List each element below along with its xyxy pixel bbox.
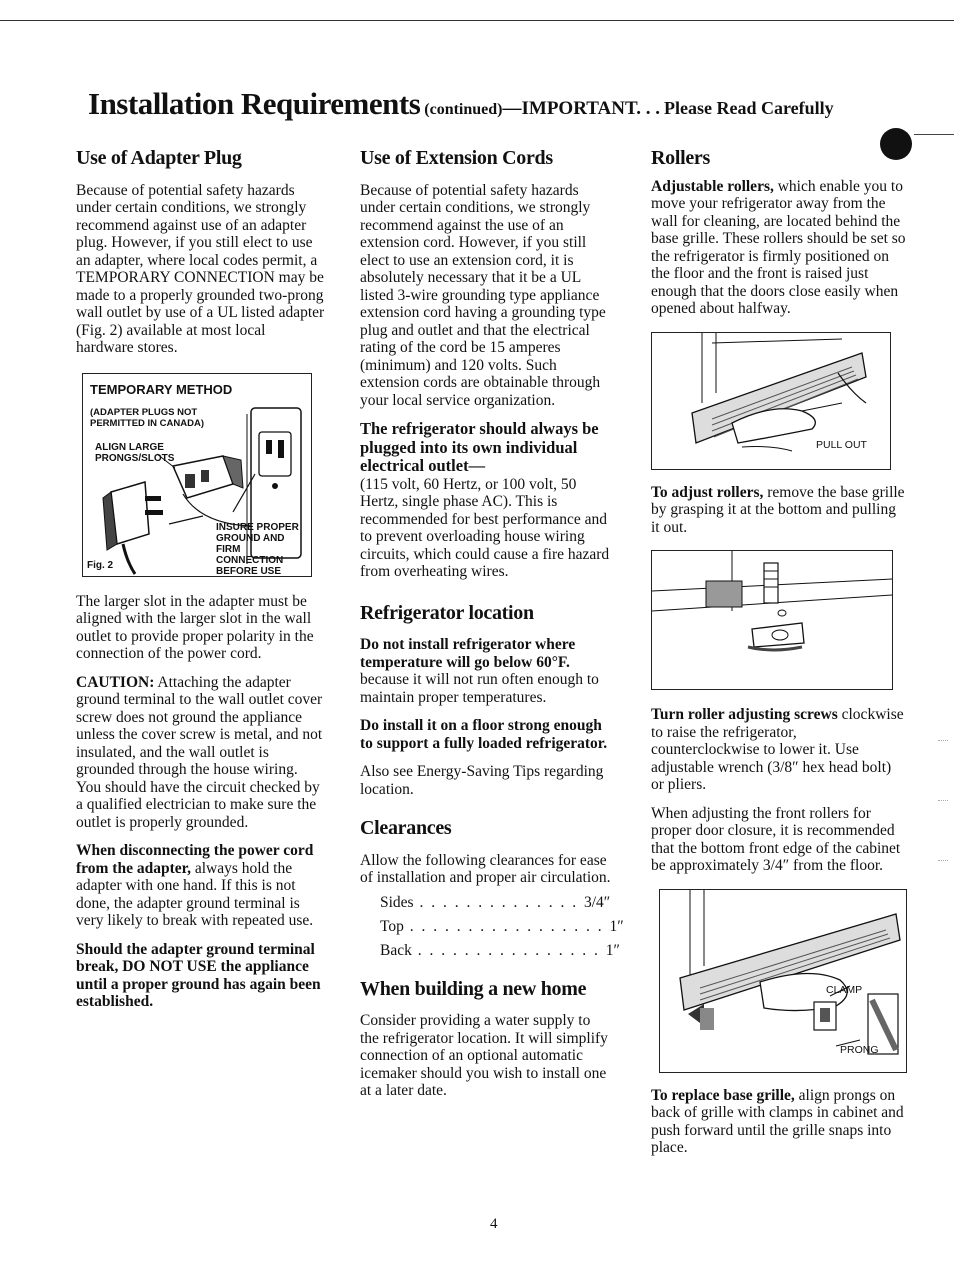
- final-warning: Should the adapter ground terminal break, DO NOT USE the appliance until a proper ground has again been established.: [76, 940, 321, 1010]
- heading-refrigerator-location: Refrigerator location: [360, 601, 534, 624]
- rollers-lead: Adjustable rollers,: [651, 177, 774, 195]
- figure-align-label: ALIGN LARGE PRONGS/SLOTS: [95, 441, 175, 464]
- edge-mark: [938, 740, 948, 741]
- prong-label: PRONG: [840, 1043, 879, 1056]
- replace-text: align prongs on back of grille with clamps in cabinet and push forward until the grille snaps into place.: [651, 1086, 904, 1156]
- adjust-lead: To adjust rollers,: [651, 483, 764, 501]
- adjust-text: remove the base grille by grasping it at the bottom and pulling it out.: [651, 483, 905, 536]
- heading-rollers: Rollers: [651, 147, 710, 169]
- column-adapter-plug: [76, 147, 326, 1022]
- location-paragraph-1: [360, 636, 612, 706]
- rollers-intro: [651, 178, 907, 318]
- roller-screw-drawing: [652, 551, 892, 689]
- turn-paragraph: [651, 706, 907, 794]
- replace-lead: To replace base grille,: [651, 1086, 795, 1104]
- turn-text: clockwise to raise the refrigerator, counterclockwise to lower it. Use adjustable wrench (3/8″ hex head bolt) or pliers.: [651, 706, 904, 793]
- edge-mark: [938, 860, 948, 861]
- figure-canada-note: (ADAPTER PLUGS NOT PERMITTED IN CANADA): [90, 406, 204, 429]
- front-rollers-text: When adjusting the front rollers for proper door closure, it is recommended that the bottom front edge of the cabinet be approximately 3/4″ from the floor.: [651, 804, 901, 874]
- caution-lead: CAUTION:: [76, 673, 155, 691]
- replace-grille-illustration: [659, 889, 907, 1073]
- column-rollers: [651, 147, 907, 1168]
- edge-mark: [938, 800, 948, 801]
- disconnect-lead: When disconnecting the power cord from the adapter,: [76, 842, 314, 877]
- clamp-label: CLAMP: [826, 983, 863, 996]
- disconnect-paragraph: [76, 842, 326, 930]
- adapter-polarity: The larger slot in the adapter must be aligned with the larger slot in the wall outlet to provide proper polarity in the connection of the power cord.: [76, 592, 314, 662]
- bullet-rule: [914, 134, 954, 135]
- rollers-text: which enable you to move your refrigerator away from the wall for cleaning, are located behind the base grille. These rollers should be set so the refrigerator is firmly positioned on the floor and the front is raised just enough that the doors close easily when opened about halfway.: [651, 177, 906, 317]
- figure-temporary-method: [82, 373, 312, 577]
- clearance-row-sides: Sides . . . . . . . . . . . . . . 3/4″: [380, 893, 611, 911]
- heading-adapter-plug: Use of Adapter Plug: [76, 147, 242, 169]
- outlet-text: (115 volt, 60 Hertz, or 100 volt, 50 Hertz, single phase AC). This is recommended for best performance and to prevent overloading house wiring circuits, which could cause a fire hazard from overheating wires.: [360, 475, 610, 580]
- figure-insure-label: INSURE PROPER GROUND AND FIRM CONNECTION BEFORE USE: [216, 521, 299, 577]
- turn-lead: Turn roller adjusting screws: [651, 706, 838, 723]
- caution-text: Attaching the adapter ground terminal to the wall outlet cover screw does not ground the appliance unless the cover screw is metal, and not insulated, and the wall outlet is grounded through the house wiring. You should have the circuit checked by a qualified electrician to make sure the outlet is properly grounded.: [76, 673, 323, 831]
- new-home-text: Consider providing a water supply to the refrigerator location. It will simplify connection of an optional automatic icemaker should you wish to install one at a later date.: [360, 1012, 608, 1099]
- outlet-lead: The refrigerator should always be plugged into its own individual electrical outlet—: [360, 419, 599, 475]
- clearance-row-top: Top . . . . . . . . . . . . . . . . . 1″: [380, 917, 624, 935]
- pull-out-illustration: [651, 332, 891, 470]
- figure-title: TEMPORARY METHOD: [90, 381, 233, 397]
- heading-new-home: When building a new home: [360, 977, 587, 1000]
- top-rule: [0, 20, 954, 21]
- roller-screw-illustration: [651, 550, 893, 690]
- title-main: Installation Requirements: [88, 86, 421, 121]
- clearance-row-back: Back . . . . . . . . . . . . . . . . 1″: [380, 941, 620, 959]
- location-paragraph-3: Also see Energy-Saving Tips regarding location.: [360, 763, 604, 798]
- outlet-paragraph: [360, 420, 612, 581]
- adapter-intro: Because of potential safety hazards under certain conditions, we strongly recommend against use of an adapter plug. However, if you still elect to use an adapter, where local codes permit, a TEMPORARY CONNECTION may be made to a properly grounded two-prong wall outlet by use of a UL listed adapter (Fig. 2) available at most local hardware stores.: [76, 181, 325, 356]
- location-text-1: because it will not run often enough to maintain proper temperatures.: [360, 671, 599, 706]
- column-extension-cords: [360, 147, 624, 1111]
- heading-extension-cords: Use of Extension Cords: [360, 147, 553, 169]
- extension-intro: Because of potential safety hazards under certain conditions, we strongly recommend against the use of an extension cord. However, if you still elect to use an extension cord, it is absolutely necessary that it be a UL listed 3-wire grounding type appliance extension cord having a grounding type plug and outlet and that the electrical rating of the cord be 15 amperes (minimum) and 120 volts. Such extension cords are obtainable through your local service organization.: [360, 181, 606, 409]
- disconnect-text: always hold the adapter with one hand. If this is not done, the adapter ground terminal is very likely to break with repeated use.: [76, 859, 314, 929]
- pull-out-label: PULL OUT: [816, 438, 867, 451]
- location-paragraph-2: Do install it on a floor strong enough to support a fully loaded refrigerator.: [360, 717, 608, 752]
- title-continued: (continued): [424, 101, 503, 118]
- figure-number: Fig. 2: [87, 559, 114, 571]
- caution-paragraph: [76, 674, 326, 832]
- clearances-intro: Allow the following clearances for ease of installation and proper air circulation.: [360, 851, 611, 886]
- title-important: —IMPORTANT. . .: [502, 98, 660, 119]
- page-title: [88, 86, 908, 122]
- location-lead-1: Do not install refrigerator where temperature will go below 60°F.: [360, 636, 576, 671]
- page-number: 4: [490, 1216, 498, 1232]
- heading-clearances: Clearances: [360, 817, 452, 839]
- title-please-read: Please Read Carefully: [663, 98, 834, 118]
- replace-paragraph: [651, 1087, 907, 1157]
- adjust-paragraph: [651, 484, 907, 537]
